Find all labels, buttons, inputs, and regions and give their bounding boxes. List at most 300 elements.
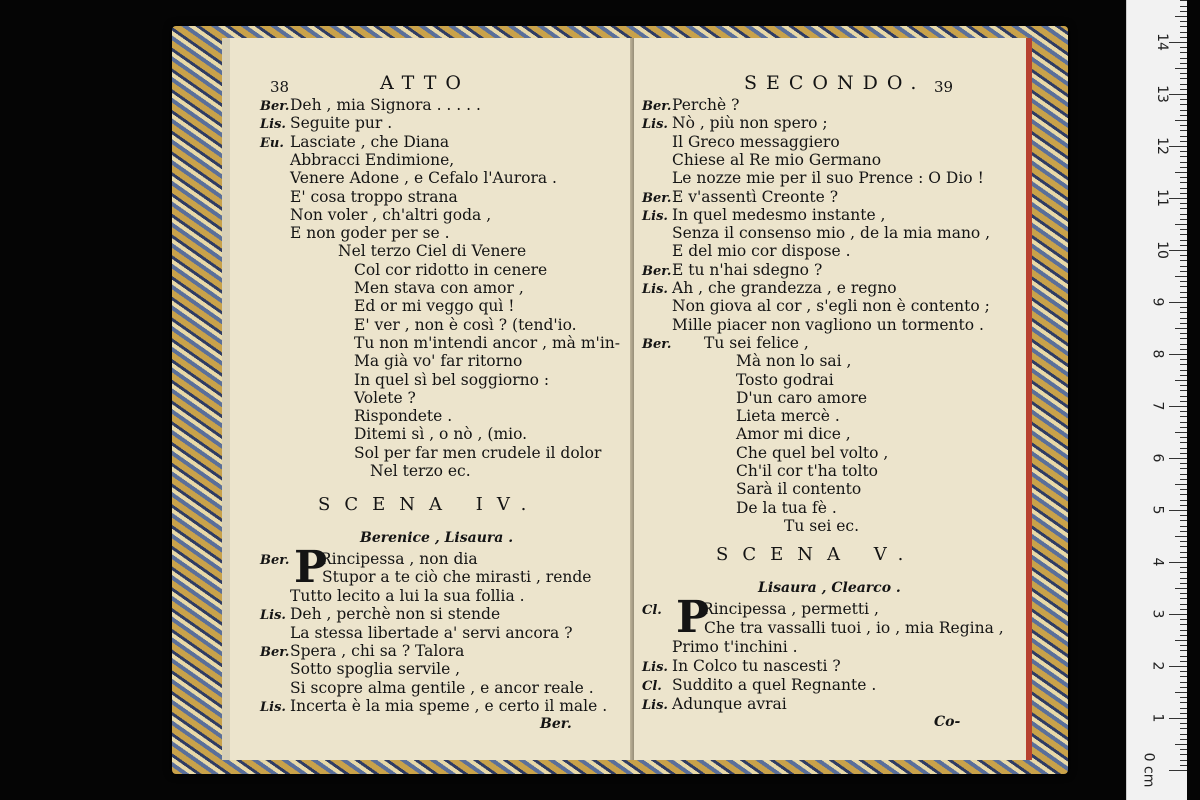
ruler-tick bbox=[1180, 411, 1187, 412]
line-text: Non giova al cor , s'egli non è contento ; bbox=[672, 297, 990, 316]
text-line bbox=[260, 114, 392, 132]
line-text: Nel terzo ec. bbox=[370, 462, 471, 480]
line-text: Seguite pur . bbox=[290, 114, 393, 133]
speaker-label: Lis. bbox=[642, 282, 668, 297]
speaker-label: Lis. bbox=[260, 700, 286, 716]
catchword: Ber. bbox=[540, 716, 572, 732]
ruler-tick bbox=[1180, 422, 1187, 423]
ruler-tick bbox=[1180, 359, 1187, 360]
text-line bbox=[642, 638, 798, 656]
ruler-number: 14 bbox=[1153, 33, 1170, 51]
ruler-tick bbox=[1180, 479, 1187, 480]
ruler-number: 8 bbox=[1149, 349, 1166, 359]
ruler-tick bbox=[1180, 47, 1187, 48]
ruler-tick bbox=[1180, 208, 1187, 209]
ruler-number: 13 bbox=[1153, 85, 1170, 103]
ruler-tick bbox=[1180, 526, 1187, 527]
ruler-tick bbox=[1180, 500, 1187, 501]
ruler-tick bbox=[1180, 271, 1187, 272]
ruler-tick bbox=[1180, 0, 1187, 1]
line-text: Sol per far men crudele il dolor bbox=[354, 443, 602, 462]
line-text: Si scopre alma gentile , e ancor reale . bbox=[290, 678, 594, 697]
line-text: Adunque avrai bbox=[672, 695, 787, 713]
ruler-tick bbox=[1180, 619, 1187, 620]
running-header: ATTO bbox=[380, 72, 470, 94]
line-text: E' cosa troppo strana bbox=[290, 187, 458, 206]
ruler-tick bbox=[1180, 37, 1187, 38]
ruler-number: 2 bbox=[1149, 661, 1166, 671]
ruler-tick bbox=[1180, 219, 1187, 220]
line-text: Sotto spoglia servile , bbox=[290, 660, 461, 679]
text-line bbox=[642, 352, 852, 370]
text-line bbox=[260, 679, 594, 697]
ruler-tick bbox=[1180, 567, 1187, 568]
ruler-tick bbox=[1180, 557, 1187, 558]
ruler-tick bbox=[1169, 614, 1187, 615]
text-line bbox=[642, 425, 851, 443]
ruler-tick bbox=[1180, 177, 1187, 178]
left-page bbox=[222, 38, 644, 760]
scene-characters: Berenice , Lisaura . bbox=[360, 530, 514, 546]
ruler-tick bbox=[1175, 536, 1187, 537]
ruler-tick bbox=[1180, 193, 1187, 194]
ruler-tick bbox=[1180, 32, 1187, 33]
ruler-tick bbox=[1180, 687, 1187, 688]
line-text: La stessa libertade a' servi ancora ? bbox=[290, 623, 573, 642]
text-line bbox=[260, 334, 620, 352]
text-line bbox=[642, 499, 837, 517]
line-text: Suddito a quel Regnante . bbox=[672, 676, 877, 694]
text-line bbox=[642, 695, 787, 713]
ruler-tick bbox=[1180, 245, 1187, 246]
ruler-tick bbox=[1180, 723, 1187, 724]
line-text: Ma già vo' far ritorno bbox=[354, 352, 523, 371]
line-text: De la tua fè . bbox=[736, 498, 837, 517]
ruler-tick bbox=[1169, 770, 1187, 771]
ruler-tick bbox=[1169, 510, 1187, 511]
ruler-tick bbox=[1180, 702, 1187, 703]
ruler-tick bbox=[1180, 136, 1187, 137]
line-text: Men stava con amor , bbox=[354, 279, 524, 297]
ruler-tick bbox=[1180, 635, 1187, 636]
ruler-tick bbox=[1180, 312, 1187, 313]
ruler-tick bbox=[1180, 344, 1187, 345]
line-text: Nò , più non spero ; bbox=[672, 114, 828, 133]
ruler-number: 1 bbox=[1149, 713, 1166, 723]
ruler-tick bbox=[1180, 630, 1187, 631]
line-text: E non goder per se . bbox=[290, 224, 450, 243]
text-line bbox=[642, 133, 840, 151]
line-text: Tosto godrai bbox=[736, 370, 834, 389]
ruler-tick bbox=[1180, 234, 1187, 235]
line-text: In quel medesmo instante , bbox=[672, 205, 886, 224]
ruler-tick bbox=[1180, 463, 1187, 464]
ruler-unit-label: 0 cm bbox=[1140, 752, 1157, 788]
text-line bbox=[260, 462, 471, 480]
ruler-tick bbox=[1180, 52, 1187, 53]
text-line bbox=[260, 261, 547, 279]
ruler-tick bbox=[1180, 58, 1187, 59]
ruler-tick bbox=[1180, 749, 1187, 750]
ruler-tick bbox=[1180, 505, 1187, 506]
ruler-number: 12 bbox=[1153, 137, 1170, 155]
ruler-tick bbox=[1180, 656, 1187, 657]
ruler-number: 3 bbox=[1149, 609, 1166, 619]
line-text: Ch'il cor t'ha tolto bbox=[736, 462, 879, 480]
speaker-label: Eu. bbox=[260, 135, 284, 151]
text-line bbox=[642, 407, 840, 425]
ruler-tick bbox=[1180, 572, 1187, 573]
ruler-tick bbox=[1180, 708, 1187, 709]
text-line bbox=[260, 133, 449, 151]
ruler-tick bbox=[1180, 546, 1187, 547]
text-line bbox=[642, 316, 984, 334]
speaker-label: Cl. bbox=[642, 603, 662, 618]
ruler-tick bbox=[1175, 588, 1187, 589]
line-text: Lasciate , che Diana bbox=[290, 132, 450, 151]
ruler-tick bbox=[1175, 224, 1187, 225]
speaker-label: Ber. bbox=[260, 645, 290, 660]
ruler-tick bbox=[1180, 427, 1187, 428]
ruler-tick bbox=[1180, 650, 1187, 651]
line-text: Rispondete . bbox=[354, 407, 453, 426]
ruler-tick bbox=[1180, 598, 1187, 599]
line-text: Chiese al Re mio Germano bbox=[672, 150, 882, 169]
ruler-tick bbox=[1180, 396, 1187, 397]
ruler-tick bbox=[1180, 255, 1187, 256]
ruler-number: 9 bbox=[1149, 297, 1166, 307]
running-header: SECONDO. bbox=[744, 72, 926, 94]
line-text: Ditemi sì , o nò , (mio. bbox=[354, 425, 528, 444]
ruler-tick bbox=[1180, 338, 1187, 339]
ruler-tick bbox=[1180, 84, 1187, 85]
ruler-tick bbox=[1180, 229, 1187, 230]
ruler-tick bbox=[1175, 640, 1187, 641]
ruler-tick bbox=[1180, 333, 1187, 334]
text-line bbox=[260, 352, 522, 370]
line-text: E tu n'hai sdegno ? bbox=[672, 260, 823, 279]
line-text: Rincipessa , permetti , bbox=[702, 600, 879, 618]
text-line bbox=[260, 568, 591, 586]
speaker-label: Ber. bbox=[642, 336, 672, 352]
text-line bbox=[260, 642, 464, 660]
catchword: Co- bbox=[934, 714, 961, 730]
text-line bbox=[642, 279, 897, 297]
ruler-tick bbox=[1180, 728, 1187, 729]
ruler-tick bbox=[1180, 739, 1187, 740]
ruler-tick bbox=[1180, 442, 1187, 443]
ruler-tick bbox=[1169, 250, 1187, 251]
speaker-label: Lis. bbox=[642, 660, 668, 675]
ruler-tick bbox=[1180, 297, 1187, 298]
line-text: Stupor a te ciò che mirasti , rende bbox=[322, 568, 592, 587]
text-line bbox=[642, 188, 838, 206]
ruler-tick bbox=[1180, 318, 1187, 319]
ruler-tick bbox=[1169, 302, 1187, 303]
ruler-number: 4 bbox=[1149, 557, 1166, 567]
scene-characters: Lisaura , Clearco . bbox=[758, 580, 901, 596]
speaker-label: Ber. bbox=[642, 263, 672, 279]
ruler-tick bbox=[1180, 6, 1187, 7]
ruler-tick bbox=[1169, 198, 1187, 199]
ruler-tick bbox=[1180, 760, 1187, 761]
line-text: Deh , perchè non si stende bbox=[290, 605, 501, 624]
ruler-tick bbox=[1180, 385, 1187, 386]
ruler-tick bbox=[1180, 203, 1187, 204]
line-text: In quel sì bel soggiorno : bbox=[354, 370, 550, 389]
ruler-tick bbox=[1180, 375, 1187, 376]
ruler-tick bbox=[1180, 214, 1187, 215]
line-text: E del mio cor dispose . bbox=[672, 242, 851, 261]
ruler-tick bbox=[1180, 162, 1187, 163]
ruler-tick bbox=[1180, 115, 1187, 116]
ruler-tick bbox=[1169, 94, 1187, 95]
ruler-tick bbox=[1180, 240, 1187, 241]
line-text: Lieta mercè . bbox=[736, 407, 840, 426]
ruler-tick bbox=[1180, 99, 1187, 100]
speaker-label: Ber. bbox=[260, 553, 290, 568]
ruler-tick bbox=[1169, 562, 1187, 563]
ruler-tick bbox=[1180, 364, 1187, 365]
ruler-tick bbox=[1180, 583, 1187, 584]
ruler-tick bbox=[1180, 624, 1187, 625]
ruler-tick bbox=[1180, 474, 1187, 475]
ruler-tick bbox=[1175, 380, 1187, 381]
ruler-tick bbox=[1180, 260, 1187, 261]
ruler-tick bbox=[1180, 156, 1187, 157]
ruler-tick bbox=[1180, 494, 1187, 495]
ruler-tick bbox=[1180, 390, 1187, 391]
ruler-tick bbox=[1180, 437, 1187, 438]
ruler-tick bbox=[1180, 11, 1187, 12]
ruler-tick bbox=[1180, 370, 1187, 371]
ruler-tick bbox=[1180, 78, 1187, 79]
line-text: Nel terzo Ciel di Venere bbox=[338, 242, 527, 261]
text-line bbox=[260, 316, 577, 334]
line-text: Abbracci Endimione, bbox=[290, 150, 455, 169]
ruler-tick bbox=[1169, 406, 1187, 407]
text-line bbox=[642, 242, 851, 260]
text-line bbox=[260, 188, 458, 206]
ruler-tick bbox=[1180, 531, 1187, 532]
ruler-tick bbox=[1180, 26, 1187, 27]
speaker-label: Lis. bbox=[260, 608, 286, 624]
text-line bbox=[642, 206, 885, 224]
text-line bbox=[260, 389, 416, 407]
ruler-tick bbox=[1180, 604, 1187, 605]
book bbox=[172, 26, 1068, 774]
ruler-tick bbox=[1180, 520, 1187, 521]
line-text: Mille piacer non vagliono un tormento . bbox=[672, 315, 984, 334]
ruler-tick bbox=[1180, 323, 1187, 324]
text-line bbox=[260, 587, 525, 605]
line-text: Col cor ridotto in cenere bbox=[354, 260, 548, 279]
ruler-tick bbox=[1180, 593, 1187, 594]
ruler-tick bbox=[1169, 42, 1187, 43]
ruler-tick bbox=[1180, 401, 1187, 402]
line-text: Venere Adone , e Cefalo l'Aurora . bbox=[290, 169, 557, 188]
ruler-tick bbox=[1175, 432, 1187, 433]
text-line bbox=[260, 96, 481, 114]
speaker-label: Lis. bbox=[642, 208, 668, 224]
page-number: 38 bbox=[270, 78, 290, 96]
text-line bbox=[642, 657, 841, 675]
ruler-tick bbox=[1180, 416, 1187, 417]
line-text: Tutto lecito a lui la sua follia . bbox=[290, 586, 525, 605]
ruler-tick bbox=[1175, 484, 1187, 485]
ruler-tick bbox=[1180, 141, 1187, 142]
text-line bbox=[260, 151, 454, 169]
ruler-tick bbox=[1180, 676, 1187, 677]
text-line bbox=[642, 619, 1004, 637]
ruler-tick bbox=[1169, 458, 1187, 459]
line-text: Incerta è la mia speme , e certo il male . bbox=[290, 697, 608, 716]
text-line bbox=[642, 676, 876, 694]
ruler-number: 11 bbox=[1153, 189, 1170, 207]
text-line bbox=[642, 261, 822, 279]
speaker-label: Ber. bbox=[642, 99, 672, 114]
ruler-tick bbox=[1180, 448, 1187, 449]
line-text: Le nozze mie per il suo Prence : O Dio ! bbox=[672, 169, 984, 188]
ruler-tick bbox=[1180, 552, 1187, 553]
ruler-tick bbox=[1180, 765, 1187, 766]
text-line bbox=[642, 389, 867, 407]
ruler-tick bbox=[1175, 16, 1187, 17]
ruler-tick bbox=[1175, 692, 1187, 693]
speaker-label: Ber. bbox=[260, 99, 290, 114]
text-line bbox=[642, 334, 809, 352]
ruler-tick bbox=[1175, 172, 1187, 173]
ruler-tick bbox=[1180, 671, 1187, 672]
ruler-tick bbox=[1169, 718, 1187, 719]
text-line bbox=[260, 169, 557, 187]
line-text: Tu sei ec. bbox=[784, 516, 860, 535]
line-text: E v'assentì Creonte ? bbox=[672, 187, 839, 206]
ruler-tick bbox=[1180, 468, 1187, 469]
line-text: Senza il consenso mio , de la mia mano , bbox=[672, 224, 991, 243]
ruler-tick bbox=[1180, 125, 1187, 126]
ruler-tick bbox=[1180, 89, 1187, 90]
text-line bbox=[642, 462, 878, 480]
line-text: In Colco tu nascesti ? bbox=[672, 657, 841, 675]
ruler-tick bbox=[1180, 130, 1187, 131]
ruler-tick bbox=[1180, 453, 1187, 454]
ruler-tick bbox=[1180, 609, 1187, 610]
line-text: Deh , mia Signora . . . . . bbox=[290, 96, 481, 114]
line-text: Spera , chi sa ? Talora bbox=[290, 642, 465, 660]
ruler-tick bbox=[1180, 188, 1187, 189]
drop-cap: P bbox=[294, 542, 328, 593]
ruler-tick bbox=[1180, 151, 1187, 152]
right-page bbox=[634, 38, 1032, 760]
ruler-tick bbox=[1180, 182, 1187, 183]
text-line bbox=[642, 444, 888, 462]
line-text: Rincipessa , non dia bbox=[320, 550, 478, 568]
ruler-tick bbox=[1180, 73, 1187, 74]
ruler-number: 5 bbox=[1149, 505, 1166, 515]
text-line bbox=[642, 169, 984, 187]
text-line bbox=[260, 660, 460, 678]
line-text: Che quel bel volto , bbox=[736, 443, 889, 462]
text-line bbox=[260, 407, 452, 425]
ruler-tick bbox=[1175, 120, 1187, 121]
text-line bbox=[642, 224, 990, 242]
ruler-tick bbox=[1180, 167, 1187, 168]
ruler-tick bbox=[1180, 734, 1187, 735]
line-text: Ah , che grandezza , e regno bbox=[672, 279, 897, 297]
line-text: Tu non m'intendi ancor , mà m'in- bbox=[354, 333, 620, 352]
text-line bbox=[642, 114, 828, 132]
drop-cap: P bbox=[676, 592, 710, 643]
text-line bbox=[642, 297, 990, 315]
ruler-tick bbox=[1169, 666, 1187, 667]
line-text: Il Greco messaggiero bbox=[672, 132, 840, 151]
speaker-label: Lis. bbox=[642, 698, 668, 713]
line-text: Sarà il contento bbox=[736, 480, 862, 499]
line-text: Amor mi dice , bbox=[736, 425, 851, 444]
ruler-number: 7 bbox=[1149, 401, 1166, 411]
ruler-tick bbox=[1180, 104, 1187, 105]
text-line bbox=[260, 206, 491, 224]
scene-title: SCENA V. bbox=[716, 544, 918, 565]
ruler-tick bbox=[1180, 515, 1187, 516]
text-line bbox=[642, 371, 834, 389]
ruler-tick bbox=[1180, 307, 1187, 308]
line-text: E' ver , non è così ? (tend'io. bbox=[354, 315, 577, 334]
ruler-number: 10 bbox=[1153, 241, 1170, 259]
ruler-tick bbox=[1180, 541, 1187, 542]
text-line bbox=[260, 624, 573, 642]
ruler-tick bbox=[1180, 697, 1187, 698]
ruler-tick bbox=[1180, 21, 1187, 22]
line-text: Primo t'inchini . bbox=[672, 638, 798, 656]
line-text: Volete ? bbox=[354, 388, 416, 407]
ruler-tick bbox=[1169, 354, 1187, 355]
text-line bbox=[642, 480, 861, 498]
speaker-label: Ber. bbox=[642, 190, 672, 206]
ruler-tick bbox=[1180, 349, 1187, 350]
text-line bbox=[642, 96, 739, 114]
measurement-ruler bbox=[1126, 0, 1187, 800]
ruler-tick bbox=[1180, 578, 1187, 579]
ruler-tick bbox=[1180, 110, 1187, 111]
ruler-tick bbox=[1180, 292, 1187, 293]
ruler-tick bbox=[1175, 744, 1187, 745]
line-text: Non voler , ch'altri goda , bbox=[290, 205, 492, 224]
text-line bbox=[260, 297, 514, 315]
line-text: Che tra vassalli tuoi , io , mia Regina , bbox=[704, 619, 1004, 637]
ruler-tick bbox=[1180, 281, 1187, 282]
ruler-tick bbox=[1180, 645, 1187, 646]
text-line bbox=[260, 605, 500, 623]
text-line bbox=[260, 444, 601, 462]
text-line bbox=[260, 224, 450, 242]
text-line bbox=[642, 517, 859, 535]
scene-title: SCENA IV. bbox=[318, 494, 541, 515]
text-line bbox=[642, 151, 881, 169]
ruler-tick bbox=[1180, 682, 1187, 683]
ruler-tick bbox=[1180, 266, 1187, 267]
line-text: Perchè ? bbox=[672, 96, 740, 114]
line-text: Ed or mi veggo quì ! bbox=[354, 297, 515, 316]
line-text: Tu sei felice , bbox=[704, 333, 809, 352]
ruler-tick bbox=[1180, 286, 1187, 287]
text-line bbox=[260, 279, 524, 297]
ruler-tick bbox=[1175, 68, 1187, 69]
line-text: Mà non lo sai , bbox=[736, 352, 852, 371]
text-line bbox=[260, 425, 527, 443]
ruler-tick bbox=[1180, 713, 1187, 714]
